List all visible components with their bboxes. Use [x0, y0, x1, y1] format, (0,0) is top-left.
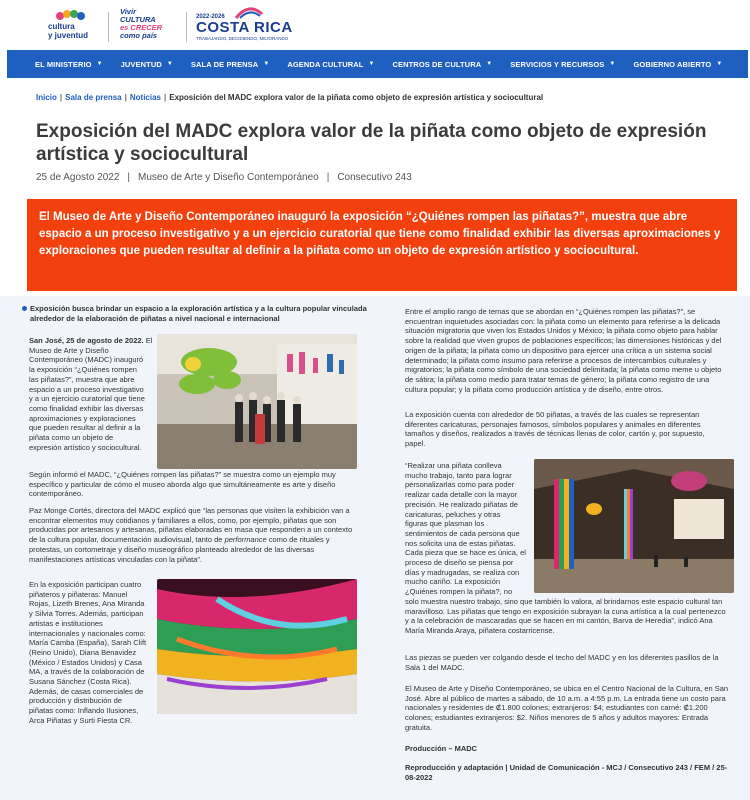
- main-nav: [7, 50, 748, 78]
- p3-text-a: Paz Monge Cortés, directora del MADC explicó que “las personas que visiten la exhibición van a encontrar elementos muy cotidianos y familiares a ellos, como, por ejemplo, piñatas que son producidas por artesanos y artesanas, piñatas elaboradas en masa que responden a un contexto de la cultura popular, documentación audiovisual, tanto de: [29, 506, 353, 545]
- quote-line: “Realizar una piñata conlleva: [405, 461, 502, 470]
- logo-text-1: cultura: [48, 22, 75, 31]
- p4-line: internacionales y nacionales como:: [29, 628, 146, 638]
- adaptation-credit: Reproducción y adaptación | Unidad de Comunicación - MCJ / Consecutivo 243 / FEM / 25-08-2022: [405, 763, 728, 782]
- right-paragraph-4: Las piezas se pueden ver colgando desde el techo del MADC y en los diferentes pasillos de la Sala 1 del MADC.: [405, 653, 719, 672]
- right-paragraph-2: La exposición cuenta con alrededor de 50 piñatas, a través de las cuales se representan diferentes caricaturas, personajes famosos, símbolos populares y animales en diferentes tamaños y diseños, realizados a través de técnicas llenas de color, cartón y, por supuesto, papel.: [405, 410, 705, 449]
- p1-line: Museo de Arte y Diseño: [29, 345, 109, 355]
- nav-item-centros-de-cultura[interactable]: [383, 50, 501, 78]
- p4-line: Rojas, Lizeth Brenes, Ana Miranda: [29, 599, 145, 609]
- p1-line: y a un ejercicio curatorial que tiene: [29, 394, 145, 404]
- quote-line: sentimientos de cada persona que: [405, 528, 520, 538]
- chevron-down-icon: ▼: [609, 61, 616, 67]
- breadcrumb-link-noticias[interactable]: Noticias: [129, 93, 161, 102]
- meta-separator: |: [326, 172, 330, 183]
- p1-line: Contemporáneo (MADC) inauguró: [29, 355, 144, 365]
- quote-line: precisión. He realizado piñatas de: [405, 499, 518, 509]
- header-divider: [186, 12, 187, 42]
- nav-item-label: SALA DE PRENSA: [190, 59, 259, 69]
- chevron-down-icon: ▼: [166, 61, 173, 67]
- quote-line: figuras que plasman los: [405, 519, 485, 529]
- logo3-tagline: TRABAJANDO, DECIDIENDO, MEJORANDO: [196, 36, 289, 41]
- quote-line: realizar cada detalle con la mayor: [405, 490, 518, 500]
- p4-line: Además, de casas comerciales de: [29, 686, 144, 696]
- nav-item-label: AGENDA CULTURAL: [287, 59, 364, 69]
- page-title: Exposición del MADC explora valor de la piñata como objeto de expresión artística y sociocultural: [36, 121, 707, 165]
- nav-item-gobierno-abierto[interactable]: [624, 50, 731, 78]
- nav-item-label: SERVICIOS Y RECURSOS: [510, 59, 605, 69]
- nav-item-juventud[interactable]: [112, 50, 182, 78]
- header-divider: [108, 12, 109, 42]
- nav-item-label: EL MINISTERIO: [35, 59, 92, 69]
- p4-line: (Reino Unido), Diana Benavidez: [29, 647, 137, 657]
- article-date: 25 de Agosto 2022: [36, 172, 120, 183]
- logo-text-2: y juventud: [48, 31, 89, 40]
- breadcrumb-separator: |: [124, 93, 127, 102]
- logo3-years: 2022-2026: [196, 14, 225, 20]
- p4-line: (México / Estados Unidos) y Casa: [29, 657, 142, 667]
- p1-line: piñata como un objeto de: [29, 433, 114, 443]
- breadcrumb-separator: |: [59, 93, 63, 102]
- meta-separator: |: [127, 172, 131, 183]
- quote-line: ¿Quiénes rompen la piñata?, no: [405, 587, 513, 597]
- article-source: Museo de Arte y Diseño Contemporáneo: [138, 172, 319, 183]
- nav-item-sala-de-prensa[interactable]: [182, 50, 278, 78]
- exhibition-photo-pinata-detail[interactable]: [157, 579, 357, 714]
- paragraph-1: [29, 336, 159, 452]
- photo-visitors-image: [157, 334, 357, 469]
- breadcrumb-separator: |: [164, 93, 167, 102]
- nav-item-servicios-y-recursos[interactable]: [501, 50, 624, 78]
- p1-line: las piñatas?”, muestra que abre: [29, 374, 135, 384]
- p4-line: artistas e instituciones: [29, 618, 103, 628]
- bullet-icon: [22, 306, 27, 311]
- logo-dots-icon: [56, 10, 88, 22]
- p4-line: producción y distribución de: [29, 696, 122, 706]
- chevron-down-icon: ▼: [486, 61, 493, 67]
- p3-emphasis: performance: [224, 535, 267, 545]
- p1-line: la exposición “¿Quiénes rompen: [29, 365, 137, 375]
- article-meta: [36, 172, 412, 183]
- flag-swoosh-icon: [234, 6, 264, 20]
- photo-pinata-detail-image: [157, 579, 357, 714]
- right-paragraph-3-quote: [405, 461, 531, 597]
- site-header: [0, 0, 750, 50]
- breadcrumb-current: Exposición del MADC explora valor de la piñata como objeto de expresión artística y sociocultural: [169, 93, 544, 102]
- quote-line: días y madrugadas, se realiza con: [405, 567, 520, 577]
- quote-line: mucho cariño. La exposición: [405, 577, 501, 587]
- nav-item-ministerio[interactable]: [7, 50, 112, 78]
- exhibition-photo-visitors[interactable]: [157, 334, 357, 469]
- right-paragraph-5: El Museo de Arte y Diseño Contemporáneo, se ubica en el Centro Nacional de la Cultura, en San José. Abre al público de martes a sábado, de 10 a.m. a 4:55 p.m. La entrada tiene un costo para nacionales y residentes de ₡1.800 colones; extranjeros: $4; estudiantes con carné: ₡1.200 colones; estudiantes extranjeros: $2. Niños menores de 5 años y adultos mayores: Entrada gratuita.: [405, 684, 729, 732]
- nav-item-label: CENTROS DE CULTURA: [392, 59, 482, 69]
- paragraph-2: Según informó el MADC, “¿Quiénes rompen las piñatas?” se muestra como un ejemplo muy específico y particular de cómo el museo aborda algo que simultáneamente es arte y diseño contemporáneo.: [29, 470, 336, 499]
- highlight-bullet: [22, 304, 367, 323]
- p4-line: piñateros y piñateras: Manuel: [29, 589, 128, 599]
- quote-line: mucho trabajo, tanto para lograr: [405, 470, 512, 480]
- breadcrumb-link-sala-de-prensa[interactable]: Sala de prensa: [65, 93, 122, 102]
- nav-item-label: GOBIERNO ABIERTO: [633, 59, 712, 69]
- logo2-line: CULTURA: [120, 15, 156, 24]
- vivir-cultura-logo[interactable]: [120, 8, 190, 44]
- chevron-down-icon: ▼: [716, 61, 723, 67]
- right-paragraph-3-rest: solo muestra nuestro trabajo, sino que también lo valora, al brindarnos este espacio cultural tan maravilloso. Las piñatas que tengo en exposición subrayan la cuna artística a la cual pertenezco y a la celebración de mascaradas que se hacen en mi cantón, Barva de Heredia”, indicó Ana María Miranda Araya, piñatera costarricense.: [405, 597, 726, 636]
- exhibition-photo-hall[interactable]: [534, 459, 734, 593]
- breadcrumb: [36, 93, 543, 102]
- chevron-down-icon: ▼: [263, 61, 270, 67]
- costa-rica-logo[interactable]: [196, 8, 293, 44]
- right-paragraph-1: Entre el amplio rango de temas que se abordan en “¿Quiénes rompen las piñatas?”, se encuentran inquietudes asociadas con: la piñata como un elemento para referirse a la delicada situación migratoria que viven los Estados Unidos y México; la piñata como objeto para hablar sobre la realidad que viven grupos de poblaciones específicos; las dimensiones históricas y del origen de la piñata; la piñata como un dispositivo para ejercer una crítica a un sistema social determinado; la piñata como insumo para referirse a procesos de intercambios culturales y migratorios; la piñata como símbolo de una sociedad delimitada; la piñata como meme u objeto de sátira; la piñata como medio para tratar temas de género; la piñata como registro de una cultura popular; y la piñata como producción artística y de diseño, entre otros.: [405, 307, 722, 394]
- quote-line: caricaturas, peluches y otras: [405, 509, 501, 519]
- p4-line: piñatas como: Inflando Ilusiones,: [29, 706, 139, 716]
- logo2-line: Vivir: [120, 7, 136, 16]
- p3-text-b: como de rituales y protestas, un cortometraje y diseño museográfico planteado alrededor de las diversas manifestaciones artísticas vinculadas con la piñata”.: [29, 535, 330, 564]
- p1-line: El: [143, 336, 153, 345]
- logo2-line: como país: [120, 31, 158, 40]
- p1-line: como finalidad exhibir las diversas: [29, 403, 144, 413]
- logo3-name: COSTA RICA: [196, 19, 293, 36]
- p4-line: y Silvia Torres. Además, participan: [29, 609, 144, 619]
- quote-line: nos solicita una de estas piñatas.: [405, 538, 516, 548]
- paragraph-3: [29, 506, 359, 564]
- photo-hall-image: [534, 459, 734, 593]
- chevron-down-icon: ▼: [368, 61, 375, 67]
- ministry-logo[interactable]: [44, 8, 104, 44]
- production-credit: Producción – MADC: [405, 744, 478, 753]
- p1-line: aproximaciones y exploraciones: [29, 413, 136, 423]
- p1-line: expresión artístico y sociocultural.: [29, 442, 142, 452]
- article-consecutive: Consecutivo 243: [337, 172, 412, 183]
- paragraph-4: [29, 580, 157, 726]
- quote-line: Cada pieza que se hace es única, el: [405, 548, 526, 558]
- p4-line: Susana Sánchez (Costa Rica).: [29, 677, 132, 687]
- p4-line: María Camba (España), Sarah Clift: [29, 638, 147, 648]
- quote-line: personalizarlas como para poder: [405, 480, 515, 490]
- bullet-text: Exposición busca brindar un espacio a la exploración artística y a la cultura popular vinculada alrededor de la elaboración de piñatas a nivel nacional e internacional: [30, 304, 367, 323]
- p4-line: Arca Piñatas y Surti Fiesta CR.: [29, 715, 133, 725]
- p4-line: En la exposición participan cuatro: [29, 580, 142, 589]
- p4-line: MA, a través de la colaboración de: [29, 667, 145, 677]
- lead-paragraph: El Museo de Arte y Diseño Contemporáneo inauguró la exposición “¿Quiénes rompen las piñatas?”, muestra que abre espacio a un proceso investigativo y a un ejercicio curatorial que tiene como finalidad exhibir las diversas aproximaciones y exploraciones que pueden resultar al definir a la piñata como un objeto de expresión artístico y sociocultural.: [27, 199, 737, 291]
- dateline: San José, 25 de agosto de 2022.: [29, 336, 144, 345]
- chevron-down-icon: ▼: [96, 61, 103, 67]
- p1-line: espacio a un proceso investigativo: [29, 384, 144, 394]
- logo2-line: es CRECER: [120, 23, 163, 32]
- nav-item-label: JUVENTUD: [120, 59, 162, 69]
- breadcrumb-link-inicio[interactable]: Inicio: [36, 93, 57, 102]
- quote-line: proceso de diseño se piensa por: [405, 558, 514, 568]
- nav-item-agenda-cultural[interactable]: [278, 50, 383, 78]
- p1-line: que pueden resultar al definir a la: [29, 423, 141, 433]
